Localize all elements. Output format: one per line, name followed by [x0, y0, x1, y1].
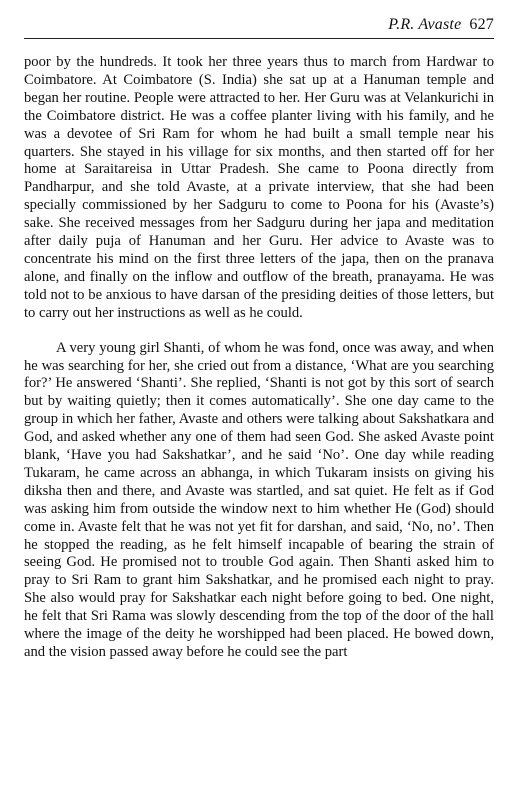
page-number: 627 — [469, 16, 494, 33]
running-header — [24, 12, 494, 40]
page-body — [24, 54, 494, 662]
header-rule — [24, 38, 494, 39]
header-text — [388, 16, 494, 34]
header-author: P.R. Avaste — [388, 16, 462, 33]
paragraph-continued: poor by the hundreds. It took her three years thus to march from Hardwar to Coimbatore. At Coimbatore (S. India) she sat up at a Hanuman temple and began her routine. People were attracted to her. Her Guru was at Velankurichi in the Coimbatore district. He was a coffee planter living with his family, and he was a devotee of Sri Ram for whom he had built a small temple near his quarters. She stayed in his village for six months, and then started off for her home at Saraitareisa in Uttar Pradesh. She came to Poona directly from Pandharpur, and she told Avaste, at a private interview, that she had been specially commissioned by her Sadguru to come to Poona for his (Avaste’s) sake. She received messages from her Sadguru during her japa and meditation after daily puja of Hanuman and her Guru. Her advice to Avaste was to concentrate his mind on the first three letters of the japa, then on the pranava alone, and finally on the inflow and outflow of the breath, pranayama. He was told not to be anxious to have darsan of the presiding deities of those letters, but to carry out her instructions as well as he could. — [24, 54, 494, 321]
paragraph-shanti: A very young girl Shanti, of whom he was fond, once was away, and when he was searching for her, she cried out from a distance, ‘What are you searching for?’ He answered ‘Shanti’. She replied, ‘Shanti is not got by this sort of search but by waiting quietly; then it comes automatically’. She one day came to the group in which her father, Avaste and others were talking about Sakshatkara and God, and asked whether any one of them had seen God. She asked Avaste point blank, ‘Have you had Sakshatkar’, and he said ‘No’. One day while reading Tukaram, he came across an abhanga, in which Tukaram insists on giving his diksha then and there, and Avaste was startled, and sat quiet. He felt as if God was asking him from outside the window next to him whether He (God) should come in. Avaste felt that he was not yet fit for darshan, and said, ‘No, no’. Then he stopped the reading, as he felt himself incapable of bearing the strain of seeing God. He promised not to trouble God again. Then Shanti asked him to pray to Sri Ram to grant him Sakshatkar, and he promised each night to pray. She also would pray for Sakshatkar each night before going to bed. One night, he felt that Sri Rama was slowly descending from the top of the door of the hall where the image of the deity he worshipped had been placed. He bowed down, and the vision passed away before he could see the part — [24, 339, 494, 660]
book-page — [24, 12, 494, 662]
